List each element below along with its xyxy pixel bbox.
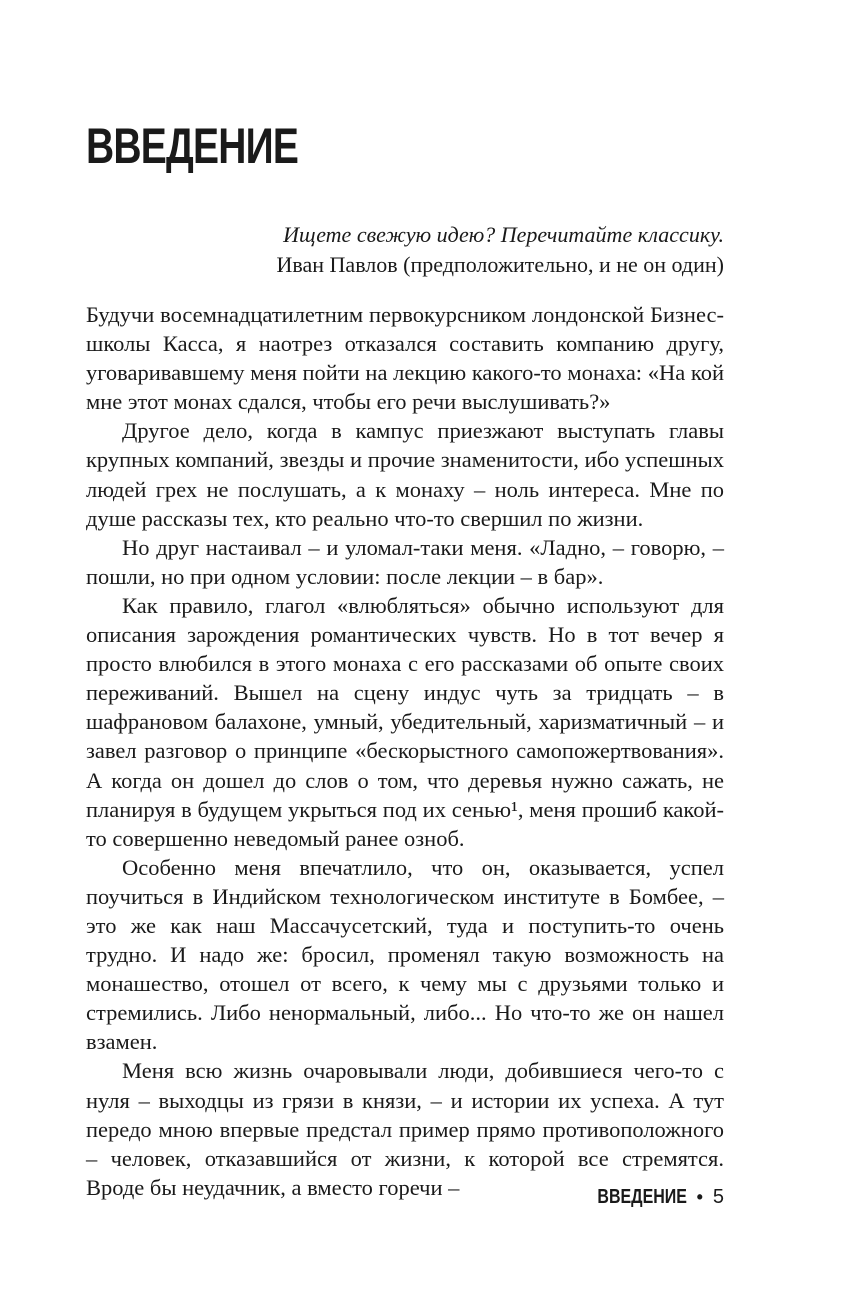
footer-separator: •	[696, 1187, 703, 1207]
paragraph: Но друг настаивал – и уломал-таки меня. «Ладно, – говорю, – пошли, но при одном условии: после лекции – в бар».	[86, 534, 724, 589]
epigraph	[277, 220, 724, 280]
page-number: 5	[712, 1186, 724, 1208]
epigraph-author: Иван Павлов (предположительно, и не он один)	[276, 252, 724, 277]
paragraph: Меня всю жизнь очаровывали люди, добившиеся чего-то с нуля – выходцы из грязи в князи, – и истории их успеха. А тут передо мною впервые предстал пример прямо противоположного – человек, отказавшийся от жизни, к которой все стремятся. Вроде бы неудачник, а вместо горечи –	[86, 1058, 724, 1200]
page-footer	[575, 1185, 724, 1209]
paragraph: Будучи восемнадцатилетним первокурсником лондонской Бизнес-школы Касса, я наотрез отказался составить компанию другу, уговаривавшему меня пойти на лекцию какого-то монаха: «На кой мне этот монах сдался, чтобы его речи выслушивать?»	[86, 302, 724, 415]
paragraph: Другое дело, когда в кампус приезжают выступать главы крупных компаний, звезды и прочие знаменитости, ибо успешных людей грех не послушать, а к монаху – ноль интереса. Мне по душе рассказы тех, кто реально что-то свершил по жизни.	[86, 418, 724, 531]
running-head: ВВЕДЕНИЕ	[596, 1186, 687, 1208]
paragraph: Как правило, глагол «влюбляться» обычно используют для описания зарождения романтических чувств. Но в тот вечер я просто влюбился в этого монаха с его рассказами об опыте своих переживаний. Вышел на сцену индус чуть за тридцать – в шафрановом балахоне, умный, убедительный, харизматичный – и завел разговор о принципе «бескорыстного самопожертвования». А когда он дошел до слов о том, что деревья нужно сажать, не планируя в будущем укрыться под их сенью¹, меня прошиб какой-то совершенно неведомый ранее озноб.	[86, 592, 724, 851]
chapter-title: ВВЕДЕНИЕ	[86, 118, 299, 174]
paragraph: Особенно меня впечатлило, что он, оказывается, успел поучиться в Индийском технологическом институте в Бомбее, – это же как наш Массачусетский, туда и поступить-то очень трудно. И надо же: бросил, променял такую возможность на монашество, отошел от всего, к чему мы с друзьями только и стремились. Либо ненормальный, либо... Но что-то же он нашел взамен.	[86, 854, 724, 1055]
epigraph-quote: Ищете свежую идею? Перечитайте классику.	[283, 222, 724, 247]
body-text	[86, 300, 724, 1202]
